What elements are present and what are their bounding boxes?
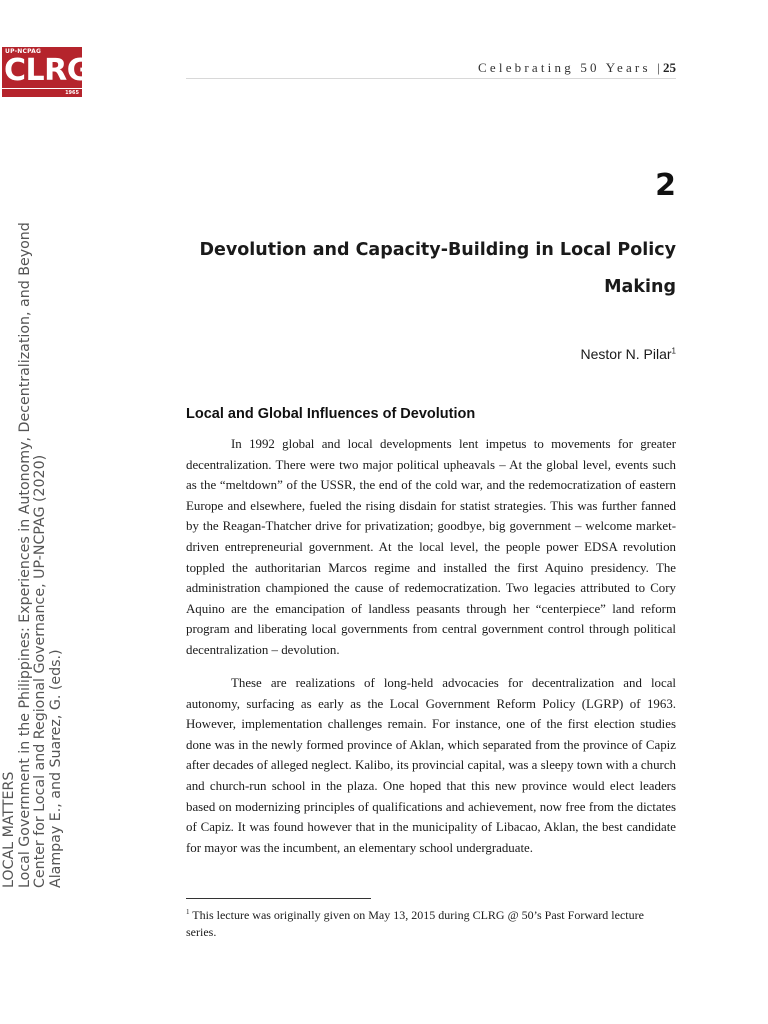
logo-top-text: UP-NCPAG bbox=[5, 48, 42, 55]
side-line-subtitle: Local Government in the Philippines: Experiences in Autonomy, Decentralization, and Beyond bbox=[16, 222, 33, 888]
body-paragraph: In 1992 global and local developments lent impetus to movements for greater decentralization. There were two major political upheavals – At the global level, events such as the “meltdown” of the USSR, the end of the cold war, and the redemocratization of eastern Europe and elsewhere, fueled the rising disdain for statist strategies. This was further fanned by the Reagan-Thatcher drive for privatization; goodbye, big government – welcome market-driven entrepreneurial government. At the local level, the people power EDSA revolution toppled the authoritarian Marcos regime and installed the first Aquino presidency. The administration championed the cause of redemocratization. Two legacies attributed to Cory Aquino are the emancipation of landless peasants through her “centerpiece” land reform program and liberating local governments from central government control through political decentralization – devolution. bbox=[186, 437, 676, 657]
logo-main-text: CLRG bbox=[4, 53, 91, 88]
footnote-text: This lecture was originally given on May 13, 2015 during CLRG @ 50’s Past Forward lecture series. bbox=[186, 908, 644, 939]
author-name: Nestor N. Pilar bbox=[580, 346, 672, 362]
footnote-mark: 1 bbox=[186, 908, 190, 916]
running-header bbox=[186, 60, 676, 76]
footnote-rule bbox=[186, 898, 371, 899]
header-rule bbox=[186, 78, 676, 79]
side-line-editors: Alampay E., and Suarez, G. (eds.) bbox=[47, 649, 64, 888]
header-separator: | bbox=[657, 60, 663, 75]
clrg-logo bbox=[2, 47, 91, 97]
body-paragraph-1-block bbox=[186, 434, 676, 661]
body-paragraph: These are realizations of long-held advocacies for decentralization and local autonomy, surfacing as early as the Local Government Reform Policy (LGRP) of 1963. However, implementation challenges remain. For instance, one of the first election studies done was in the newly formed province of Aklan, which separated from the province of Capiz after decades of alleged neglect. Kalibo, its provincial capital, was a sleepy town with a church and church-run school in the plaza. One hoped that this new province would elect leaders based on modernizing principles of qualifications and achievement, now free from the dictates of Capiz. It was found however that in the municipality of Libacao, Aklan, the best candidate for mayor was the incumbent, an elementary school undergraduate. bbox=[186, 676, 676, 855]
chapter-title bbox=[186, 232, 676, 306]
author-footnote-mark: 1 bbox=[671, 346, 676, 356]
logo-year: 1965 bbox=[65, 90, 79, 96]
body-paragraph-2-block bbox=[186, 673, 676, 858]
chapter-title-line-1: Devolution and Capacity-Building in Local Policy bbox=[199, 240, 676, 260]
author bbox=[186, 346, 676, 362]
section-heading: Local and Global Influences of Devolution bbox=[186, 406, 476, 422]
logo-divider bbox=[2, 88, 82, 89]
chapter-title-line-2: Making bbox=[604, 277, 676, 297]
side-line-publisher: Center for Local and Regional Governance, UP-NCPAG (2020) bbox=[32, 454, 48, 888]
chapter-number: 2 bbox=[655, 168, 676, 203]
page-number: 25 bbox=[663, 60, 676, 75]
side-line-book-title: LOCAL MATTERS bbox=[1, 771, 17, 888]
footnote bbox=[186, 904, 676, 941]
running-title: Celebrating 50 Years bbox=[478, 60, 651, 75]
side-citation bbox=[2, 222, 64, 888]
